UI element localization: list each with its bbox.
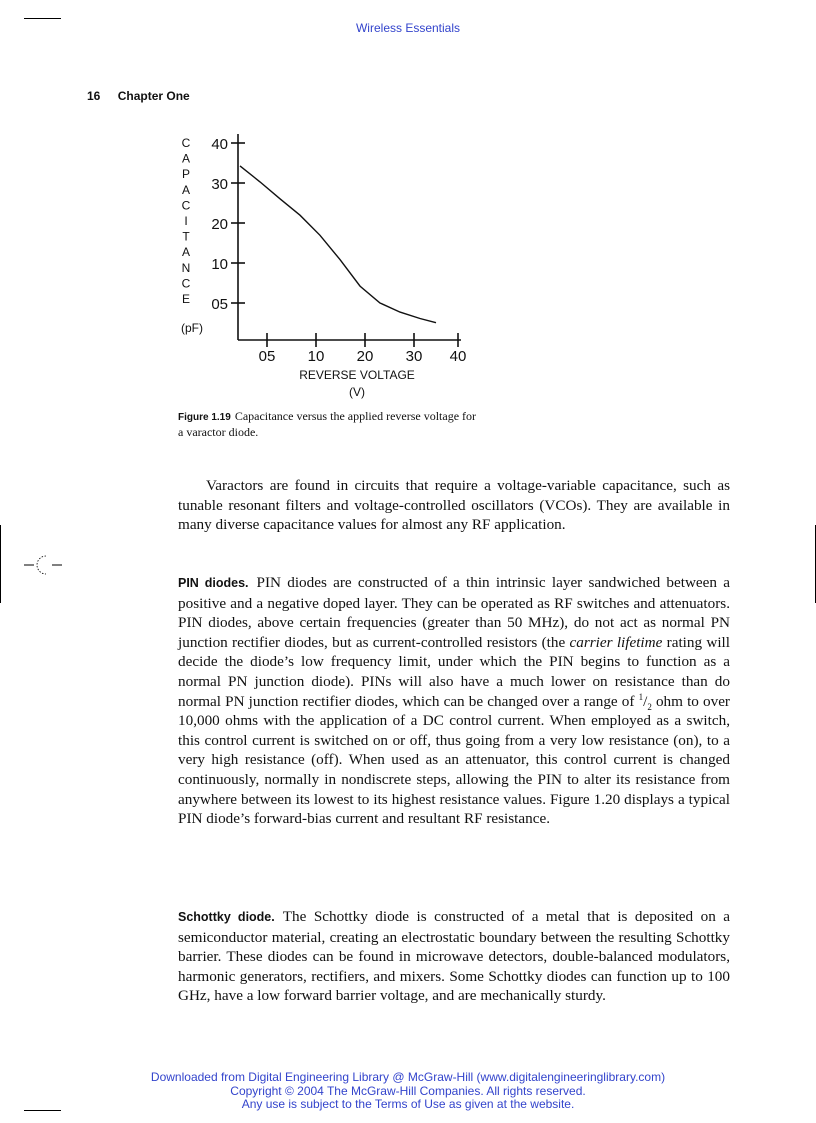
- y-axis-letter: C: [181, 276, 191, 291]
- schottky-heading: Schottky diode.: [178, 910, 275, 924]
- pin-text-c: ohm to over 10,000 ohms with the application of a DC control current. When employed as a switch, this control current is switched on or off, thus going from a very low resistance (on), to a very high resistance (off). When used as an attenuator, this control current is changed continuously, normally in nondiscrete steps, allowing the PIN to alter its resistance from anywhere between its lowest to its highest resistance values. Figure 1.20 displays a typical PIN diode’s forward-bias current and resultant RF resistance.: [178, 692, 730, 828]
- y-axis-letter: C: [181, 198, 191, 213]
- intro-paragraph: [178, 476, 730, 535]
- registration-mark: [24, 553, 64, 577]
- y-tick-label: 05: [211, 296, 228, 313]
- pin-diodes-heading: PIN diodes.: [178, 576, 249, 590]
- y-tick-label: 10: [211, 256, 228, 273]
- figure-label: Figure 1.19: [178, 412, 231, 423]
- y-axis-letter: A: [181, 151, 191, 166]
- schottky-paragraph: [178, 907, 730, 1006]
- y-axis-letter: P: [181, 167, 191, 182]
- x-tick-label: 20: [356, 348, 374, 365]
- running-head: [87, 89, 190, 103]
- y-axis-letter: E: [181, 292, 191, 306]
- footer-line-1[interactable]: Downloaded from Digital Engineering Library @ McGraw-Hill (www.digitalengineeringlibrary.com): [150, 1070, 666, 1084]
- fraction-numerator: 1: [638, 691, 644, 702]
- header-link[interactable]: Wireless Essentials: [355, 21, 461, 35]
- y-tick-label: 30: [211, 176, 228, 193]
- footer-notice: [0, 1071, 816, 1112]
- y-axis-letter: I: [184, 214, 188, 228]
- footer-line-2: Copyright © 2004 The McGraw-Hill Companies. All rights reserved.: [230, 1083, 586, 1098]
- x-tick-label: 10: [307, 348, 325, 365]
- capacitance-chart: [176, 128, 476, 400]
- x-tick-label: 05: [258, 348, 276, 365]
- y-axis-letter: A: [181, 245, 191, 260]
- x-axis-unit: (V): [349, 385, 365, 399]
- y-axis-letter: N: [181, 260, 191, 275]
- chapter-title: Chapter One: [117, 89, 190, 103]
- pin-diodes-paragraph: PIN diodes. PIN diodes are constructed of a thin intrinsic layer sandwiched between a positive and a negative doped layer. They can be operated as RF switches and attenuators. PIN diodes, above certain frequencies (greater than 50 MHz), do not act as normal PN junction rectifier diodes, but as current-controlled resistors (the carrier lifetime rating will decide the diode’s low frequency limit, under which the PIN begins to function as a normal PN junction diode). PINs will also have a much lower on resistance than do normal PN junction rectifier diodes, which can be changed over a range of $^1/_2$ ohm to over 10,000 ohms with the application of a DC control current. When employed as a switch, this control current is switched on or off, thus going from a very low resistance (on), to a very high resistance (off). When used as an attenuator, this control current is changed continuously, normally in nondiscrete steps, allowing the PIN to alter its resistance from anywhere between its lowest to its highest resistance values. Figure 1.20 displays a typical PIN diode’s forward-bias current and resultant RF resistance.: [178, 574, 731, 828]
- pin-text-b: rating will decide the diode’s low frequency limit, under which the PIN begins to function as a normal PN junction diode). PINs will also have a much lower on resistance than do normal PN junction rectifier diodes, which can be changed over a range of: [178, 633, 731, 710]
- fraction-denominator: 2: [647, 701, 652, 712]
- y-tick-label: 20: [211, 216, 228, 233]
- pin-text-a: PIN diodes are constructed of a thin intrinsic layer sandwiched between a positive and a negative doped layer. They can be operated as RF switches and attenuators. PIN diodes, above certain frequencies (greater than 50 MHz), do not act as normal PN junction rectifier diodes, but as current-controlled resistors (the: [178, 574, 730, 651]
- y-tick-label: 40: [211, 136, 228, 153]
- crop-mark-top-left: [24, 18, 61, 19]
- capacitance-curve: [240, 166, 436, 323]
- intro-text: Varactors are found in circuits that require a voltage-variable capacitance, such as tunable resonant filters and voltage-controlled oscillators (VCOs). They are available in many diverse capacitance values for almost any RF application.: [178, 477, 730, 534]
- figure-caption: [178, 409, 478, 440]
- figure-caption-text: Capacitance versus the applied reverse voltage for a varactor diode.: [178, 409, 477, 439]
- y-axis-unit: (pF): [181, 321, 203, 335]
- x-tick-label: 30: [405, 348, 423, 365]
- footer-line-3: Any use is subject to the Terms of Use as given at the website.: [241, 1097, 575, 1111]
- y-axis-label: [182, 136, 191, 306]
- x-tick-label: 40: [449, 348, 467, 365]
- schottky-text: The Schottky diode is constructed of a metal that is deposited on a semiconductor material, creating an electrostatic boundary between the resulting Schottky barrier. These diodes can be found in microwave detectors, double-balanced modulators, harmonic generators, rectifiers, and mixers. Some Schottky diodes can function up to 100 GHz, have a low forward barrier voltage, and are mechanically sturdy.: [178, 908, 731, 1005]
- crop-mark-left-side: [0, 525, 1, 603]
- y-axis-letter: T: [182, 229, 190, 244]
- y-axis-letter: C: [181, 136, 191, 150]
- pin-text-italic: carrier lifetime: [569, 633, 663, 651]
- y-axis-letter: A: [181, 182, 191, 197]
- page-number: 16: [87, 89, 101, 103]
- x-axis-label: REVERSE VOLTAGE: [299, 368, 415, 382]
